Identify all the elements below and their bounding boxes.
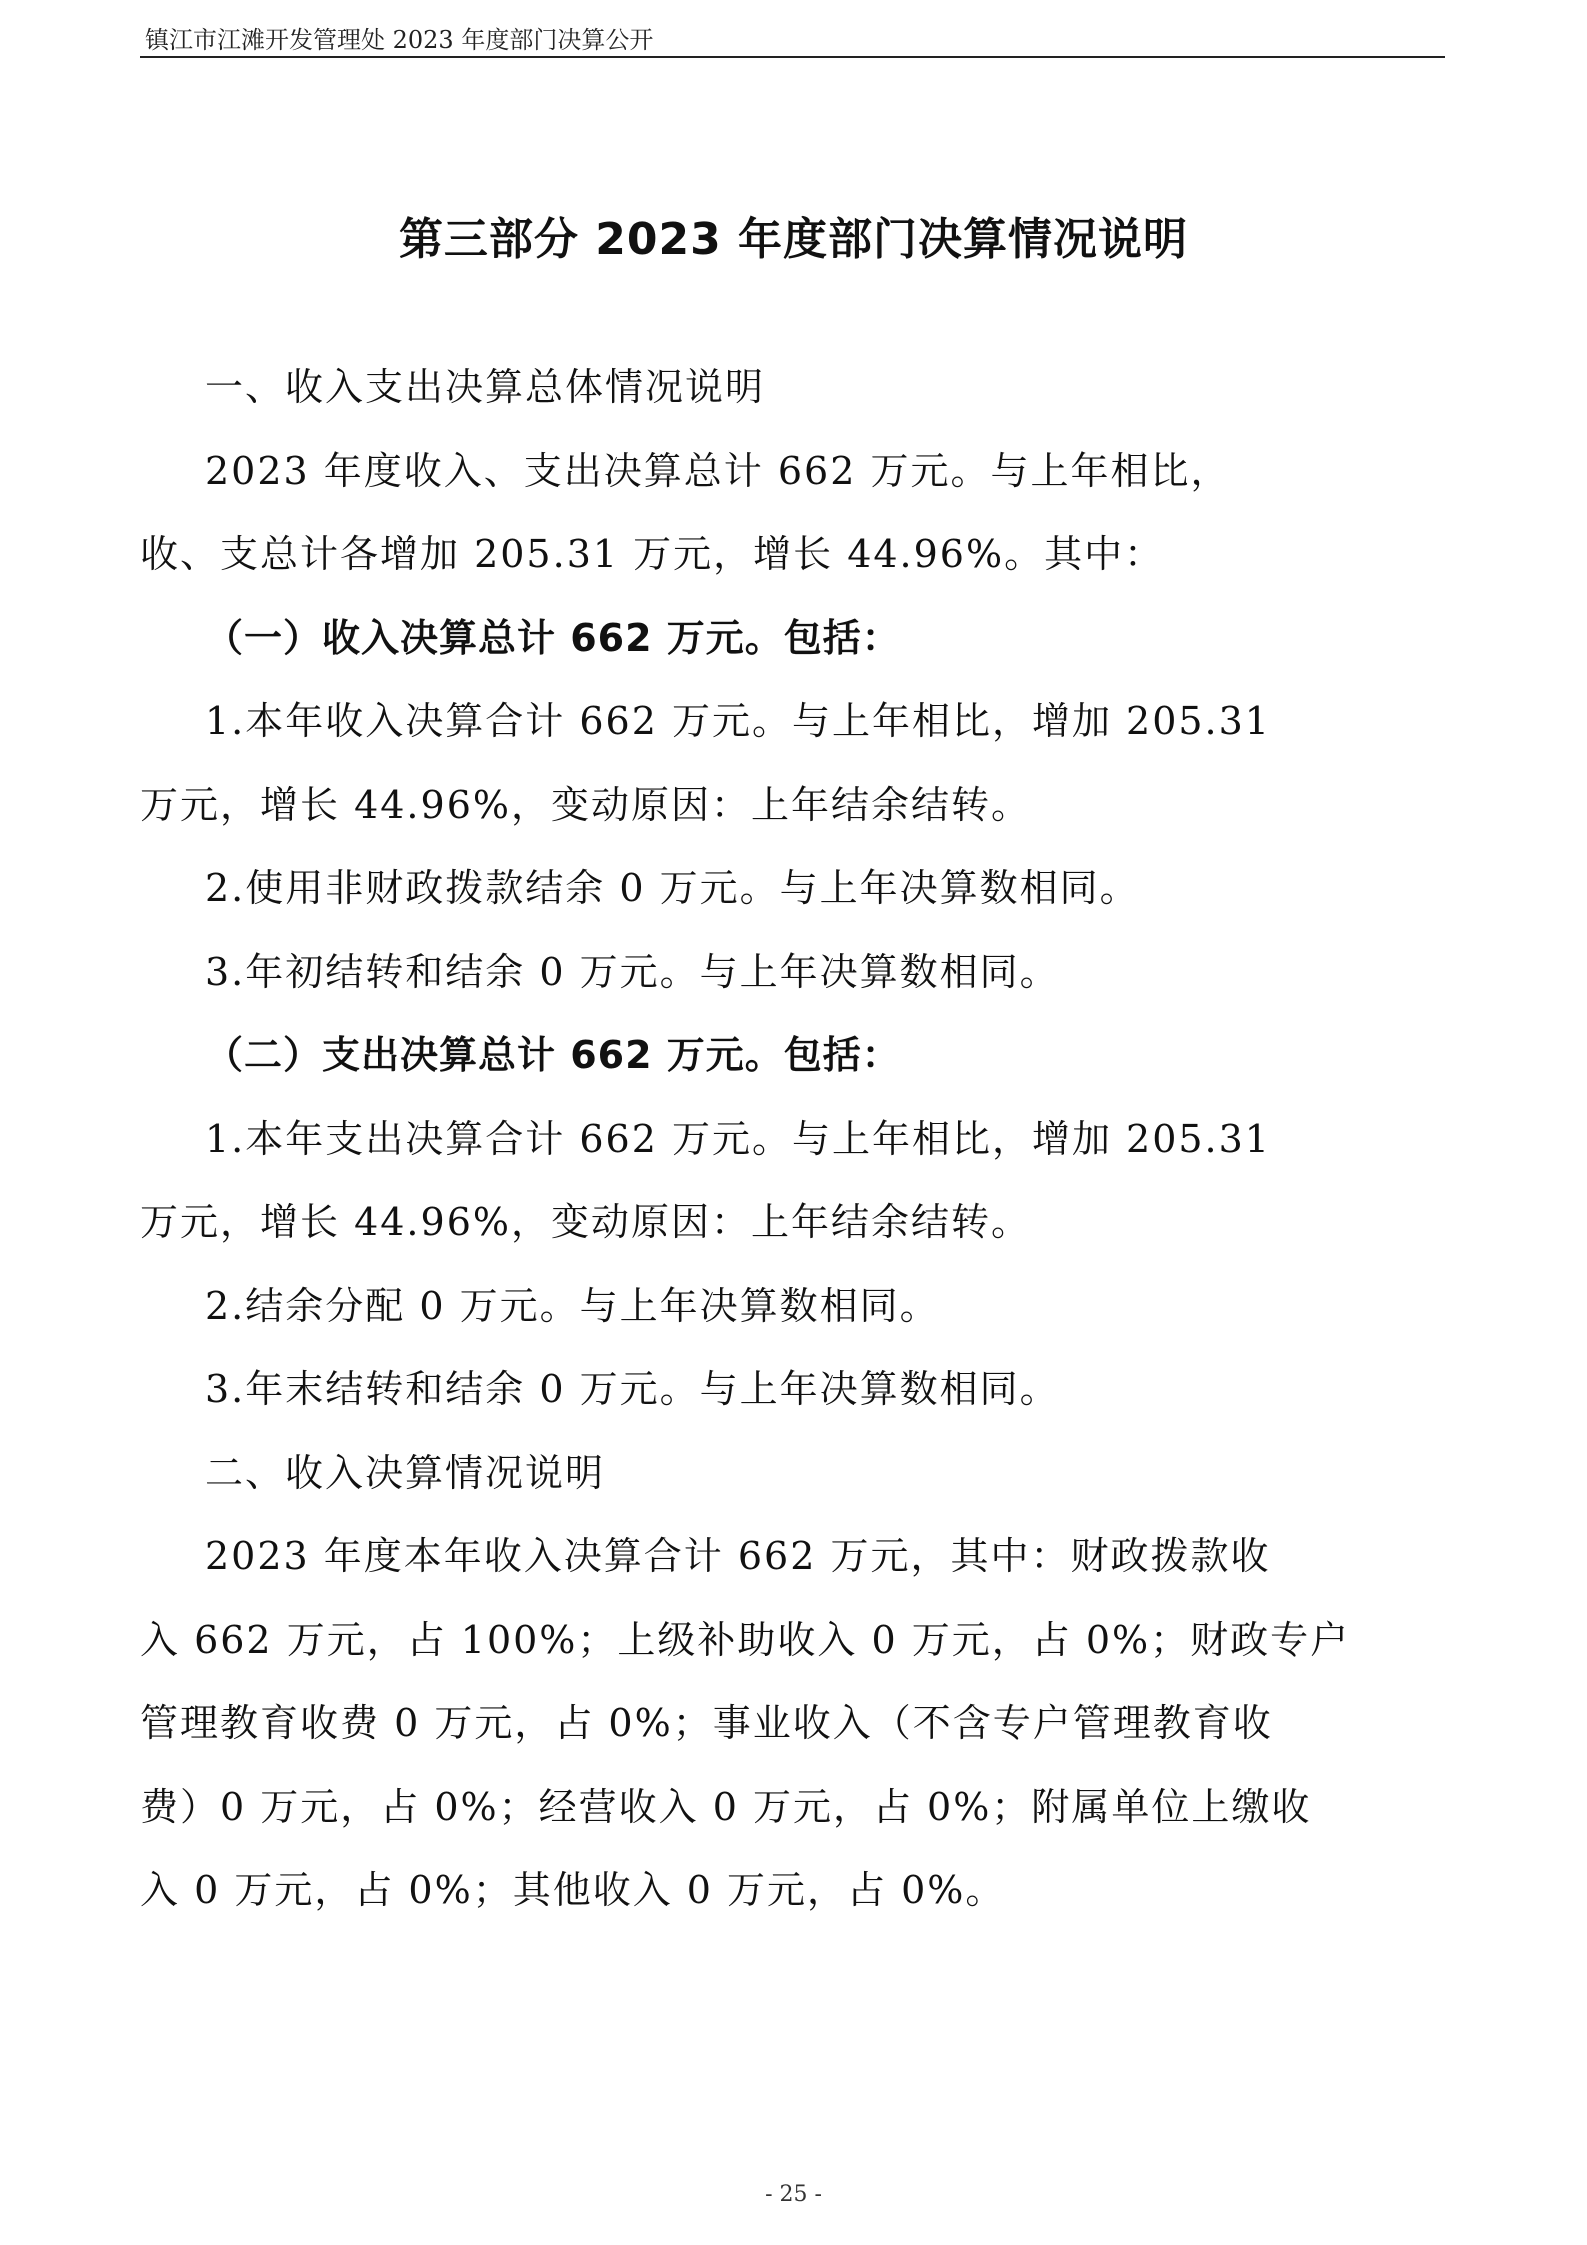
expenditure-item-2: 2.结余分配 0 万元。与上年决算数相同。 — [205, 1283, 940, 1328]
income-subheading: （一）收入决算总计 662 万元。包括： — [205, 615, 901, 660]
section-1-heading: 一、收入支出决算总体情况说明 — [205, 365, 766, 409]
expenditure-item-3: 3.年末结转和结余 0 万元。与上年决算数相同。 — [205, 1367, 1060, 1411]
income-item-1-continued: 万元，增长 44.96%，变动原因：上年结余结转。 — [140, 782, 1031, 827]
expenditure-subheading: （二）支出决算总计 662 万元。包括： — [205, 1033, 901, 1077]
section-2-heading: 二、收入决算情况说明 — [205, 1450, 606, 1495]
income-item-1: 1.本年收入决算合计 662 万元。与上年相比，增加 205.31 — [205, 699, 1271, 743]
section-2-paragraph-line: 入 662 万元，占 100%；上级补助收入 0 万元，占 0%；财政专户 — [140, 1617, 1351, 1662]
section-2-paragraph-line: 2023 年度本年收入决算合计 662 万元，其中：财政拨款收 — [205, 1534, 1271, 1578]
running-header: 镇江市江滩开发管理处 2023 年度部门决算公开 — [145, 26, 654, 54]
section-2-paragraph-line: 入 0 万元，占 0%；其他收入 0 万元，占 0%。 — [140, 1868, 1006, 1912]
income-item-3: 3.年初结转和结余 0 万元。与上年决算数相同。 — [205, 949, 1060, 994]
page-title: 第三部分 2023 年度部门决算情况说明 — [398, 214, 1189, 265]
section-2-paragraph-line: 管理教育收费 0 万元，占 0%；事业收入（不含专户管理教育收 — [140, 1701, 1273, 1745]
section-1-paragraph-line: 2023 年度收入、支出决算总计 662 万元。与上年相比， — [205, 448, 1231, 493]
expenditure-item-1: 1.本年支出决算合计 662 万元。与上年相比，增加 205.31 — [205, 1116, 1271, 1161]
section-1-paragraph-line: 收、支总计各增加 205.31 万元，增长 44.96%。其中： — [140, 532, 1165, 576]
section-2-paragraph-line: 费）0 万元，占 0%；经营收入 0 万元，占 0%；附属单位上缴收 — [140, 1784, 1312, 1829]
income-item-2: 2.使用非财政拨款结余 0 万元。与上年决算数相同。 — [205, 866, 1140, 910]
expenditure-item-1-continued: 万元，增长 44.96%，变动原因：上年结余结转。 — [140, 1200, 1031, 1244]
header-divider — [140, 56, 1445, 58]
document-body — [140, 346, 1395, 1933]
page-number: - 25 - — [765, 2182, 822, 2207]
